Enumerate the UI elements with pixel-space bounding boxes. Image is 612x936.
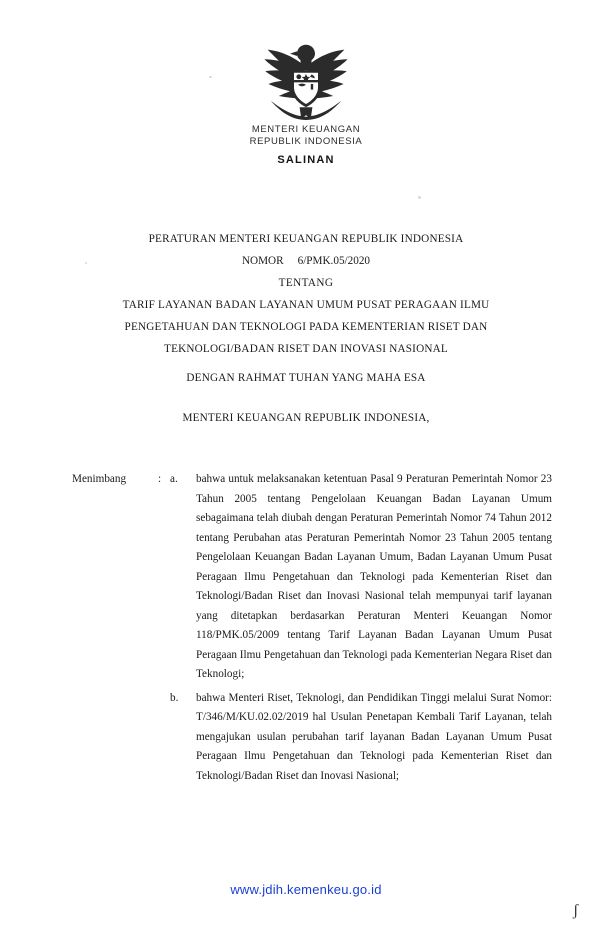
regulation-title-block (78, 228, 534, 360)
subject-line-2: PENGETAHUAN DAN TEKNOLOGI PADA KEMENTERIAN RISET DAN (124, 321, 488, 333)
considerations-colon: : (158, 473, 162, 485)
considerations-section (72, 470, 552, 786)
consideration-item-a (72, 470, 552, 685)
jdih-url-link[interactable]: www.jdih.kemenkeu.go.id (230, 882, 382, 897)
authority-line: MENTERI KEUANGAN REPUBLIK INDONESIA, (182, 412, 430, 424)
regulation-number-row (78, 250, 534, 272)
jdih-url-footer[interactable] (0, 882, 612, 897)
consideration-text-a: bahwa untuk melaksanakan ketentuan Pasal 9 Peraturan Pemerintah Nomor 23 Tahun 2005 tentang Pengelolaan Keuangan Badan Layanan Umum sebagaimana telah diubah dengan Peraturan Pemerintah Nomor 74 Tahun 2012 tentang Perubahan atas Peraturan Pemerintah Nomor 23 Tahun 2005 tentang Pengelolaan Keuangan Badan Layanan Umum, Badan Layanan Umum Pusat Peragaan Ilmu Pengetahuan dan Teknologi pada Kementerian Riset dan Teknologi/Badan Riset dan Inovasi Nasional telah mempunyai tarif layanan yang ditetapkan berdasarkan Peraturan Menteri Keuangan Nomor 118/PMK.05/2009 tentang Tarif Layanan Badan Layanan Umum Pusat Peragaan Ilmu Pengetahuan dan Teknologi pada Kementerian Negara Riset dan Teknologi; (196, 473, 552, 680)
garuda-pancasila-emblem (258, 38, 354, 122)
scan-speckle (418, 196, 421, 199)
subject-line-1: TARIF LAYANAN BADAN LAYANAN UMUM PUSAT PERAGAAN ILMU (122, 299, 490, 311)
consideration-letter-b: b. (170, 691, 179, 704)
consideration-letter-a: a. (170, 473, 178, 485)
subject-line-3: TEKNOLOGI/BADAN RISET DAN INOVASI NASIONAL (164, 343, 448, 355)
regulation-heading: PERATURAN MENTERI KEUANGAN REPUBLIK INDONESIA (148, 233, 464, 245)
ministry-header (0, 124, 612, 166)
number-value: 6/PMK.05/2020 (297, 255, 371, 267)
blessing-line: DENGAN RAHMAT TUHAN YANG MAHA ESA (186, 372, 426, 384)
emblem-container (0, 38, 612, 127)
ministry-name-line2: REPUBLIK INDONESIA (249, 136, 363, 147)
number-label: NOMOR (241, 255, 284, 267)
consideration-item-b (72, 689, 552, 787)
ministry-name-line1: MENTERI KEUANGAN (251, 124, 361, 135)
about-label: TENTANG (278, 277, 334, 289)
considerations-label: Menimbang (72, 473, 127, 485)
signature-initial-mark: ʃ (573, 902, 579, 919)
consideration-text-b: bahwa Menteri Riset, Teknologi, dan Pendidikan Tinggi melalui Surat Nomor: T/346/M/KU.02.02/2019 hal Usulan Penetapan Kembali Tarif Layanan, telah mengajukan usulan perubahan tarif layanan Badan Layanan Umum Pusat Peragaan Ilmu Pengetahuan dan Teknologi pada Kementerian Riset dan Teknologi/Badan Riset dan Inovasi Nasional; (196, 691, 552, 782)
salinan-stamp: SALINAN (277, 154, 335, 166)
